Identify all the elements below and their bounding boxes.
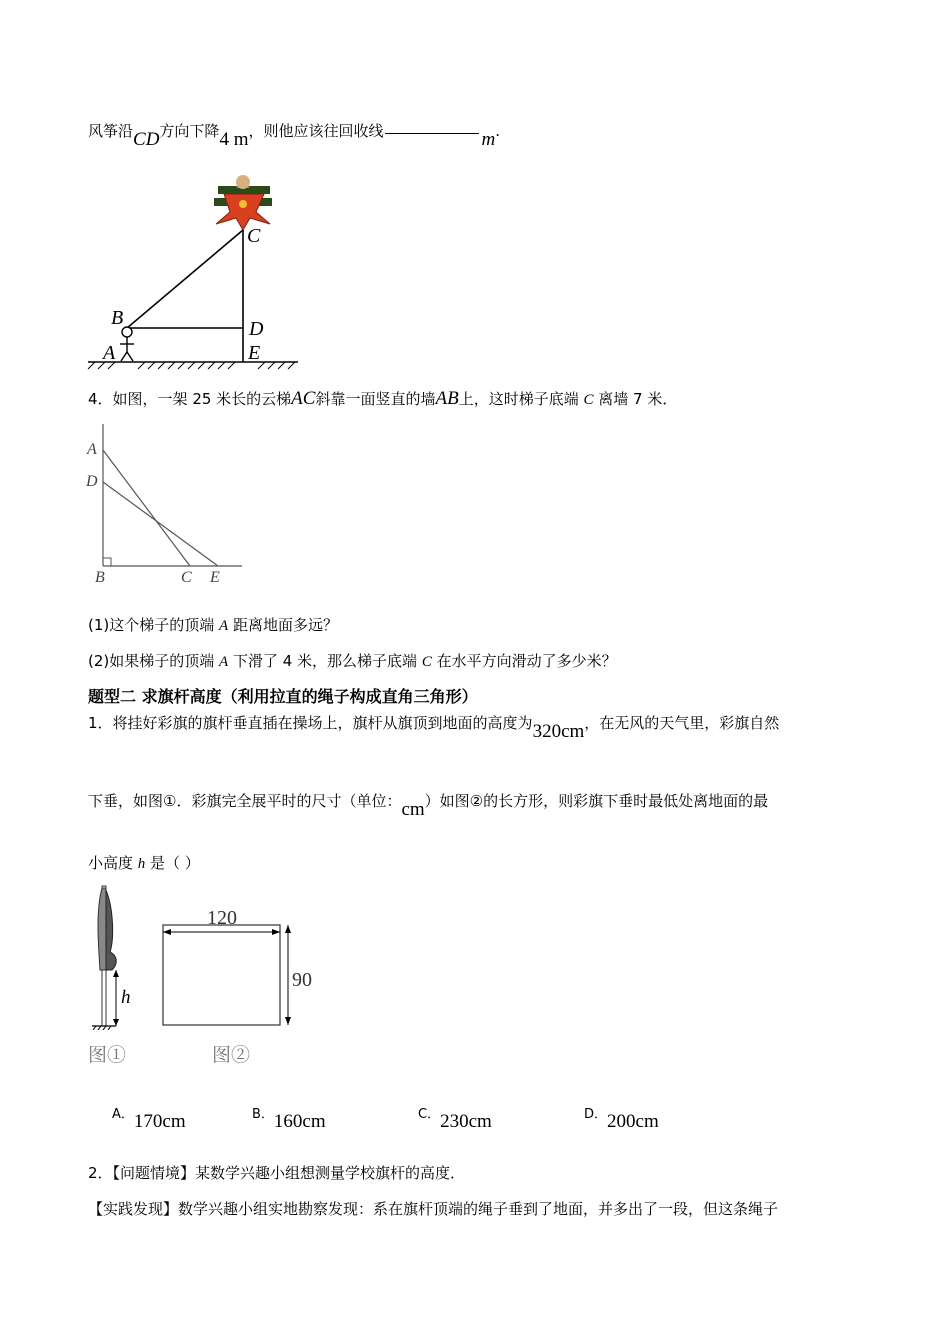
kite-icon [214, 175, 272, 230]
label-a: A [103, 342, 116, 364]
option-value: 230cm [440, 1111, 492, 1132]
option-c[interactable] [418, 1102, 492, 1132]
q4-sub2 [88, 650, 617, 671]
fig1-caption: 图① [88, 1045, 127, 1066]
option-letter: B． [252, 1107, 274, 1122]
option-letter: D． [584, 1107, 608, 1122]
flag-rectangle-figure [156, 900, 326, 1030]
q1-text-4: ）如图②的长方形，则彩旗下垂时最低处离地面的最 [424, 792, 769, 810]
q4-sub1 [88, 614, 338, 635]
label-c: C [247, 225, 261, 247]
label-b: B [111, 307, 124, 329]
q4-stem [88, 388, 677, 410]
label-d: D [249, 318, 264, 340]
fig2-caption: 图② [212, 1045, 251, 1066]
answer-blank[interactable] [385, 133, 479, 134]
section-title: 题型二 求旗杆高度（利用拉直的绳子构成直角三角形） [88, 687, 478, 706]
point-a: A [219, 654, 229, 670]
option-value: 170cm [133, 1111, 186, 1132]
pole-height: 320cm [532, 721, 585, 742]
q1-text-2: ，在无风的天气里，彩旗自然 [584, 714, 780, 732]
q3-text-mid: 方向下降 [159, 122, 220, 140]
fig2-width-label: 120 [207, 907, 237, 929]
q4-text-1: 如图，一架 25 米长的云梯 [112, 390, 292, 408]
q4-text-2: 斜靠一面竖直的墙 [315, 390, 436, 408]
point-c: C [421, 654, 432, 670]
q2-number: 2． [88, 1164, 113, 1182]
label-c: C [181, 569, 192, 586]
unit-cm: cm [401, 799, 425, 820]
q4-sub2-post: 在水平方向滑动了多少米？ [431, 652, 617, 670]
q3-text-end: . [495, 122, 500, 140]
q4-sub2-pre: (2)如果梯子的顶端 [88, 652, 220, 670]
q4-text-3: 上，这时梯子底端 [458, 390, 584, 408]
q1-text-1: 将挂好彩旗的旗杆垂直插在操场上，旗杆从旗顶到地面的高度为 [112, 714, 533, 732]
q4-number: 4． [88, 390, 113, 408]
option-letter: C． [418, 1107, 441, 1122]
person-head-icon [122, 327, 132, 337]
label-d: D [86, 473, 98, 490]
q1-number: 1． [88, 714, 113, 732]
ladder-figure [82, 420, 252, 590]
fig1-h-label: h [121, 987, 131, 1008]
kite-figure [84, 172, 304, 372]
option-d[interactable] [584, 1102, 659, 1132]
q3-text-post: ，则他应该往回收线 [248, 122, 384, 140]
option-value: 160cm [273, 1111, 326, 1132]
point-a: A [219, 618, 229, 634]
unit-m: m [481, 129, 496, 150]
q3-text-pre: 风筝沿 [88, 122, 134, 140]
q1-text-6: 是（ ） [145, 854, 200, 872]
option-value: 200cm [607, 1111, 659, 1132]
variable-h: h [137, 856, 146, 872]
segment-ab: AB [435, 388, 459, 409]
label-e: E [210, 569, 220, 586]
label-a: A [87, 441, 97, 458]
q1-line-2 [88, 790, 769, 820]
point-c: C [583, 392, 594, 408]
q4-sub2-mid: 下滑了 4 米，那么梯子底端 [228, 652, 422, 670]
q4-sub1-pre: (1)这个梯子的顶端 [88, 616, 220, 634]
option-letter: A． [112, 1107, 134, 1122]
fig2-height-label: 90 [292, 969, 312, 991]
q1-text-5: 小高度 [88, 854, 138, 872]
q1-line-3 [88, 852, 200, 873]
option-a[interactable] [112, 1102, 186, 1132]
q2-text-1: 【问题情境】某数学兴趣小组想测量学校旗杆的高度． [112, 1164, 466, 1182]
descent-amount: 4 m [219, 129, 249, 150]
q1-text-3: 下垂，如图①．彩旗完全展平时的尺寸（单位： [88, 792, 402, 810]
q4-text-4: 离墙 7 米． [593, 390, 678, 408]
q2-line-1 [88, 1162, 465, 1183]
q4-sub1-post: 距离地面多远？ [228, 616, 338, 634]
q1-line-1 [88, 712, 780, 742]
flagpole-figure [84, 880, 144, 1030]
segment-cd: CD [133, 129, 160, 150]
label-b: B [95, 569, 105, 586]
option-b[interactable] [252, 1102, 326, 1132]
label-e: E [248, 342, 261, 364]
segment-ac: AC [291, 388, 316, 409]
q3-tail-line [88, 120, 500, 150]
q2-line-2: 【实践发现】数学兴趣小组实地勘察发现：系在旗杆顶端的绳子垂到了地面，并多出了一段，但这条绳子 [88, 1200, 779, 1218]
